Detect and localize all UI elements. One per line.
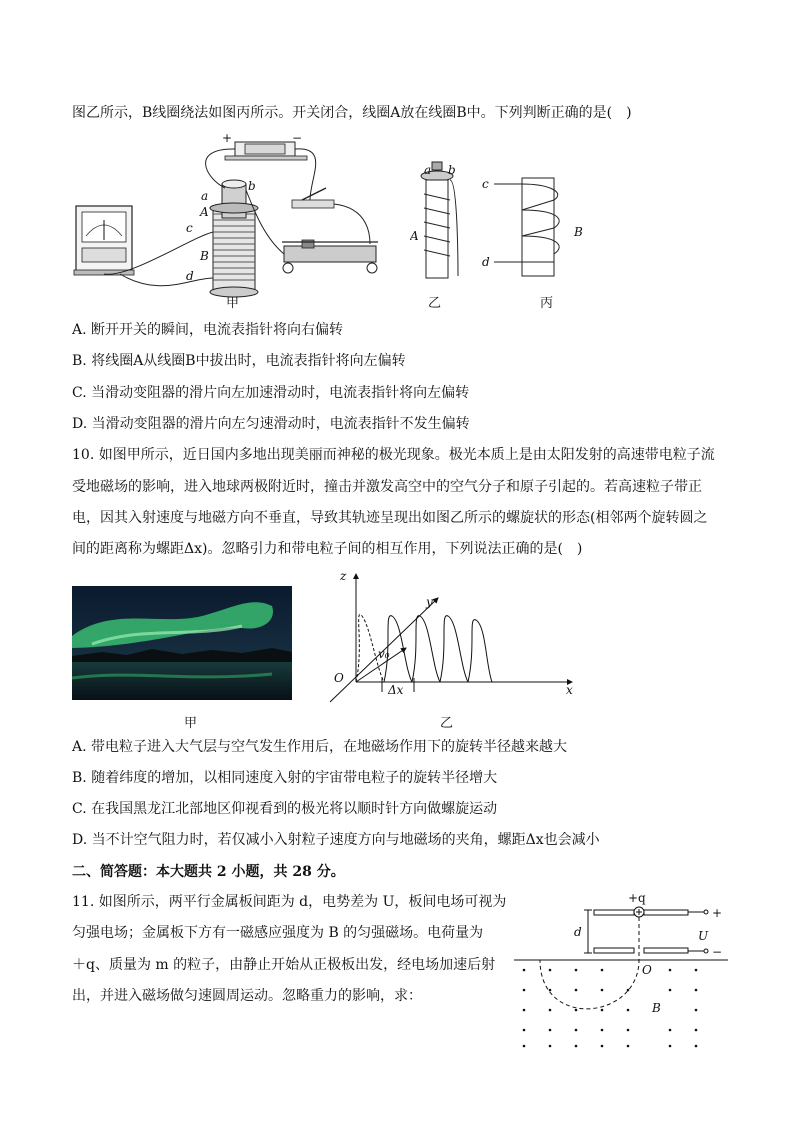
galvanometer-icon: [74, 206, 134, 275]
q10-caption-yi: 乙: [440, 716, 454, 731]
q10-v0-label: v₀: [378, 647, 390, 661]
q9-figure-jia: [70, 128, 390, 313]
terminal-a-label: a: [201, 189, 209, 203]
q11-B-label: B: [652, 1001, 661, 1015]
caption-jia: 甲: [226, 296, 240, 311]
coil-b-icon: [210, 208, 258, 297]
battery-minus-label: −: [292, 131, 303, 145]
magnetic-field-dots: [523, 969, 698, 1048]
aurora-photo: [72, 586, 292, 700]
coil-B-label: B: [200, 249, 209, 263]
q11-figure: [510, 890, 734, 1050]
q11-plus-label: +: [712, 906, 723, 920]
q10-figure-yi: [326, 566, 580, 706]
q10-dx-label: Δx: [388, 683, 404, 697]
caption-yi: 乙: [428, 296, 442, 311]
q10-stem-line-2: 受地磁场的影响，进入地球两极附近时，撞击并激发高空中的空气分子和原子引起的。若高速粒子带正: [72, 479, 702, 495]
q10-caption-jia: 甲: [184, 716, 198, 731]
battery-plus-label: +: [222, 131, 233, 145]
yi-b-label: b: [448, 163, 456, 177]
q9-stem: 图乙所示，B线圈绕法如图丙所示。开关闭合，线圈A放在线圈B中。下列判断正确的是( ): [72, 105, 632, 121]
bing-c-label: c: [482, 177, 489, 191]
q11-d-label: d: [574, 925, 582, 939]
q11-minus-label: −: [712, 945, 723, 959]
yi-a-label: a: [424, 163, 432, 177]
q10-option-a: A. 带电粒子进入大气层与空气发生作用后，在地磁场作用下的旋转半径越来越大: [72, 739, 568, 755]
q11-stem-line-3: ＋q、质量为 m 的粒子，由静止开始从正极板出发，经电场加速后射: [72, 957, 496, 973]
q10-y-label: y: [426, 595, 433, 609]
q11-stem-line-1: 11. 如图所示，两平行金属板间距为 d，电势差为 U，板间电场可视为: [72, 894, 507, 910]
terminal-d-label: d: [186, 269, 194, 283]
q9-figure-yi: [410, 160, 466, 284]
caption-bing: 丙: [540, 296, 554, 311]
terminal-b-label: b: [248, 179, 256, 193]
switch-icon: [292, 188, 334, 208]
q9-option-b: B. 将线圈A从线圈B中拔出时，电流表指针将向左偏转: [72, 353, 406, 369]
coil-A-label: A: [200, 205, 209, 219]
q10-stem-line-1: 10. 如图甲所示，近日国内多地出现美丽而神秘的极光现象。极光本质上是由太阳发射的高速带电粒子流: [72, 447, 715, 463]
q10-option-d: D. 当不计空气阻力时，若仅减小入射粒子速度方向与地磁场的夹角，螺距Δx也会减小: [72, 832, 600, 848]
q9-option-d: D. 当滑动变阻器的滑片向左匀速滑动时，电流表指针不发生偏转: [72, 416, 470, 432]
q11-U-label: U: [698, 929, 709, 943]
q11-O-label: O: [642, 963, 652, 977]
yi-A-label: A: [410, 229, 419, 243]
bing-B-label: B: [574, 225, 583, 239]
q10-x-label: x: [566, 683, 573, 697]
q10-origin-label: O: [334, 671, 344, 685]
q11-stem-line-4: 出，并进入磁场做匀速圆周运动。忽略重力的影响，求：: [72, 988, 422, 1004]
q11-charge-label: +q: [628, 891, 646, 905]
q9-option-a: A. 断开开关的瞬间，电流表指针将向右偏转: [72, 322, 344, 338]
q10-option-c: C. 在我国黑龙江北部地区仰视看到的极光将以顺时针方向做螺旋运动: [72, 801, 498, 817]
rheostat-icon: [282, 240, 378, 273]
section-heading: 二、简答题：本大题共 2 小题，共 28 分。: [72, 864, 345, 880]
terminal-c-label: c: [186, 221, 193, 235]
spiral-path: [356, 614, 492, 682]
q10-stem-line-4: 间的距离称为螺距Δx)。忽略引力和带电粒子间的相互作用，下列说法正确的是( ): [72, 541, 583, 557]
q9-figure-bing: [478, 170, 588, 280]
bing-d-label: d: [482, 255, 490, 269]
q10-z-label: z: [340, 569, 347, 583]
q11-stem-line-2: 匀强电场；金属板下方有一磁感应强度为 B 的匀强磁场。电荷量为: [72, 925, 484, 941]
q10-stem-line-3: 电，因其入射速度与地磁方向不垂直，导致其轨迹呈现出如图乙所示的螺旋状的形态(相邻两个旋转圆之: [72, 510, 708, 526]
q9-option-c: C. 当滑动变阻器的滑片向左加速滑动时，电流表指针将向左偏转: [72, 385, 470, 401]
q10-option-b: B. 随着纬度的增加，以相同速度入射的宇宙带电粒子的旋转半径增大: [72, 770, 498, 786]
